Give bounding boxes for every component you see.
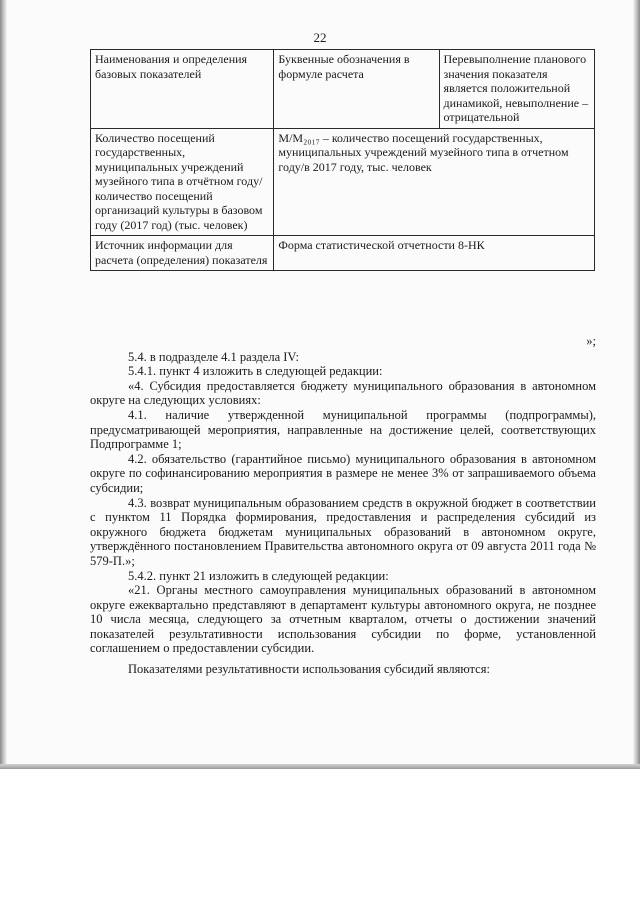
document-body <box>90 334 596 677</box>
closing-quote-mark: »; <box>586 334 596 348</box>
table-header-cell: Перевыполнение планового значения показателя является положительной динамикой, невыполнение – отрицательной <box>439 50 595 129</box>
paragraph: 5.4.1. пункт 4 изложить в следующей редакции: <box>128 364 383 379</box>
paragraph: 4.1. наличие утвержденной муниципальной программы (подпрограммы), предусматривающей мероприятия, направленные на достижение целей, соответствующих Подпрограмме 1; <box>90 407 596 452</box>
table-cell: Количество посещений государственных, муниципальных учреждений музейного типа в отчётном году/ количество посещений организаций культуры в базовом году (2017 год) (тыс. человек) <box>91 128 274 236</box>
paragraph: 5.4.2. пункт 21 изложить в следующей редакции: <box>128 568 389 583</box>
table-header-cell: Буквенные обозначения в формуле расчета <box>274 50 439 129</box>
table-cell: М/М₂₀₁₇ – количество посещений государственных, муниципальных учреждений музейного типа в отчетном году/в 2017 году, тыс. человек <box>274 128 595 236</box>
table-cell: Источник информации для расчета (определения) показателя <box>91 236 274 271</box>
indicator-table <box>90 49 595 271</box>
scan-edge-bottom <box>0 764 640 769</box>
paragraph: «4. Субсидия предоставляется бюджету муниципального образования в автономном округе на следующих условиях: <box>90 378 596 408</box>
scan-edge-right <box>633 0 640 768</box>
table-cell: Форма статистической отчетности 8-НК <box>274 236 595 271</box>
scan-edge-left <box>0 0 7 768</box>
table-header-row <box>91 50 595 129</box>
page-number: 22 <box>313 30 327 45</box>
table-row <box>91 236 595 271</box>
paragraph: «21. Органы местного самоуправления муниципальных образований в автономном округе ежеквартально представляют в департамент культуры автономного округа, не позднее 10 числа месяца, следующего за отчетным кварталом, отчеты о достижении значений показателей результативности использования субсидии по форме, установленной соглашением о предоставлении субсидии. <box>90 583 596 656</box>
table-row <box>91 128 595 236</box>
paragraph: 4.3. возврат муниципальным образованием средств в окружной бюджет в соответствии с пунктом 11 Порядка формирования, предоставления и распределения субсидий из окружного бюджета бюджетам муниципальных образований в автономном округе, утверждённого постановлением Правительства автономного округа от 09 августа 2011 года № 579-П.»; <box>90 495 596 568</box>
paragraph: 5.4. в подразделе 4.1 раздела IV: <box>128 349 299 364</box>
table-header-cell: Наименования и определения базовых показателей <box>91 50 274 129</box>
paragraph: Показателями результативности использования субсидий являются: <box>128 662 490 677</box>
paragraph: 4.2. обязательство (гарантийное письмо) муниципального образования в автономном округе по софинансированию мероприятия в размере не менее 3% от запрашиваемого объема субсидии; <box>90 451 596 495</box>
